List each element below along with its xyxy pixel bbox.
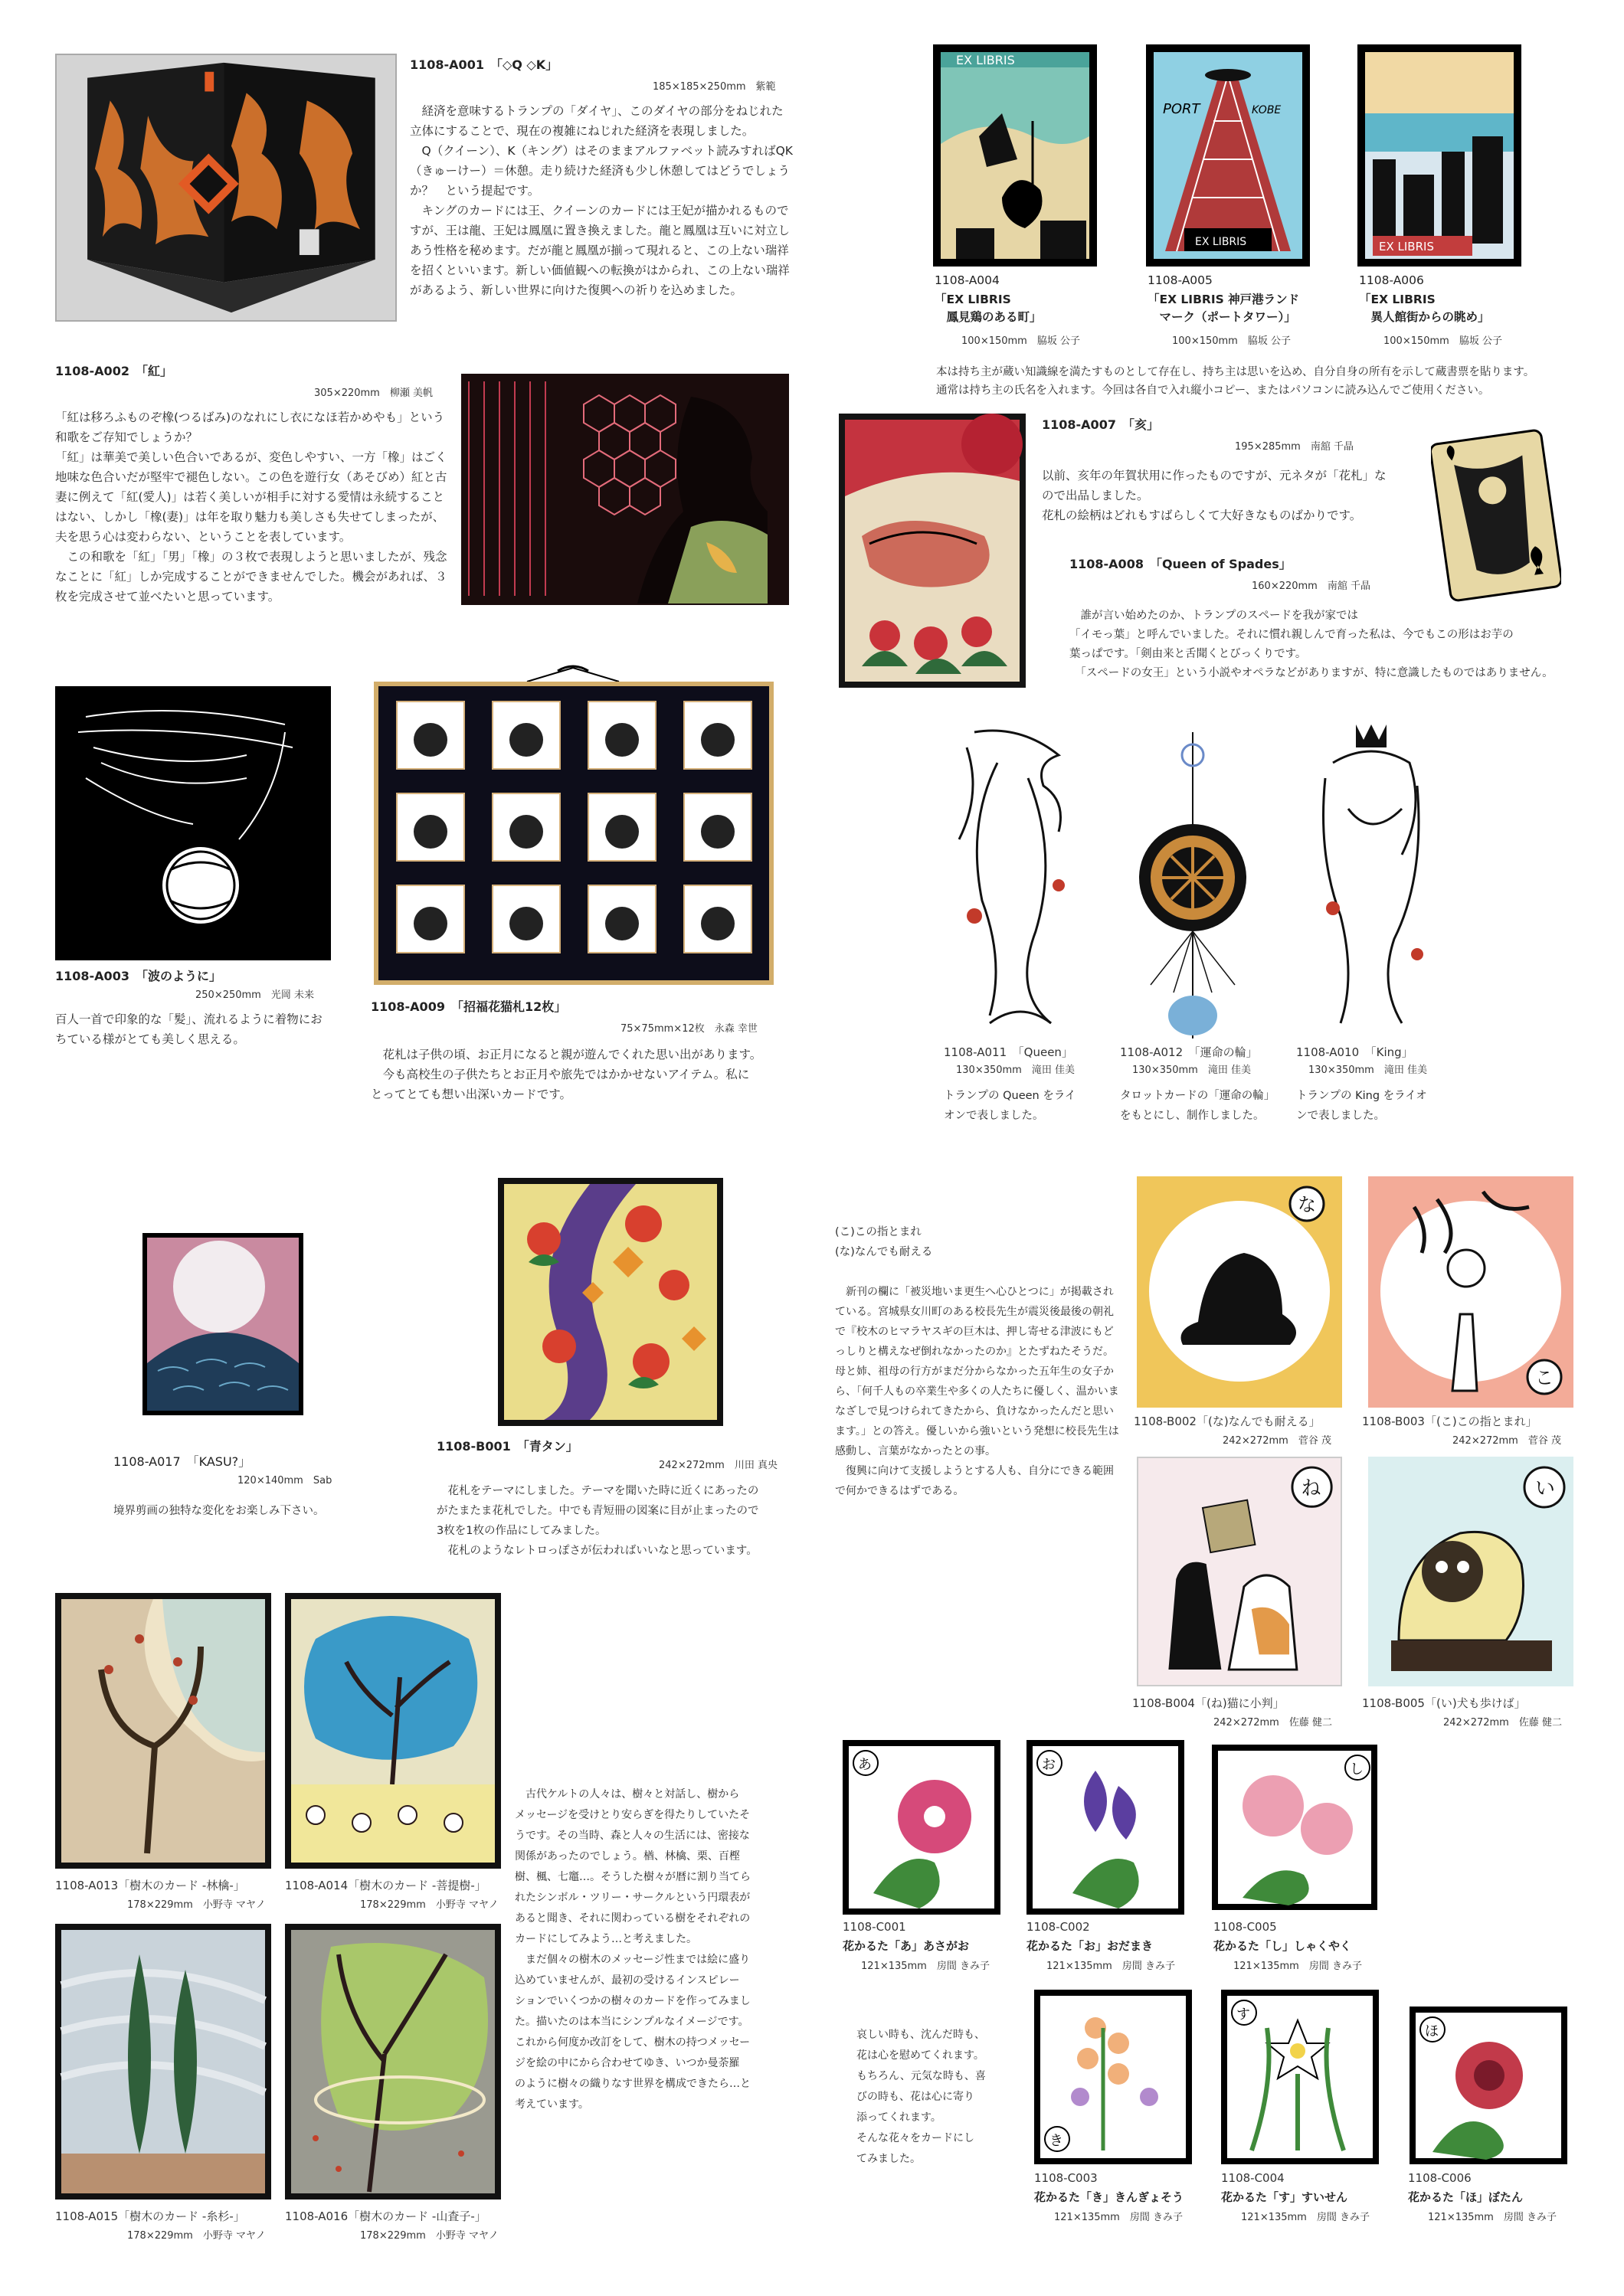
a012-description: タロットカードの「運命の輪」 をもとにし、制作しました。 — [1120, 1090, 1275, 1122]
c004-code: 1108-C004 — [1221, 2171, 1285, 2185]
exlibris-note: 本は持ち主が蔵い知識線を満たすものとして存在し、持ち主は思いを込め、自分自身の所有を示して蔵書票を貼ります。 通常は持ち主の氏名を入れます。今回は各自で入れ縦小コピー、またはパソコンに読み込んでご使用ください。 — [936, 366, 1535, 397]
peony-pink-illustration — [1212, 1745, 1377, 1910]
a013-size: 178×229mm 小野寺 マヤノ — [127, 1899, 266, 1911]
a008-code: 1108-A008 「Queen of Spades」 — [1069, 557, 1292, 571]
artwork-c002 — [1026, 1740, 1184, 1915]
c003-size: 121×135mm 房間 きみ子 — [1054, 2212, 1183, 2223]
boar-hanafuda-illustration — [839, 414, 1026, 688]
popup-card-illustration — [57, 55, 395, 320]
a007-size: 195×285mm 南舘 千晶 — [1235, 441, 1354, 453]
c005-title: 花かるた「し」しゃくやく — [1213, 1939, 1352, 1953]
a002-code: 1108-A002 「紅」 — [55, 364, 172, 378]
a006-code: 1108-A006 — [1359, 273, 1424, 287]
c002-code: 1108-C002 — [1026, 1920, 1090, 1934]
a011-description: トランプの Queen をライ オンで表しました。 — [944, 1090, 1076, 1122]
artwork-c003 — [1034, 1990, 1192, 2164]
artwork-a013 — [55, 1593, 271, 1869]
narcissus-illustration — [1221, 1990, 1379, 2164]
artwork-a011 — [944, 717, 1082, 1038]
artwork-b001 — [498, 1178, 723, 1426]
kimono-woman-illustration — [461, 374, 789, 605]
artwork-a010 — [1302, 717, 1440, 1038]
a003-code: 1108-A003 「波のように」 — [55, 969, 221, 983]
c005-glyph: し — [1350, 1761, 1364, 1778]
flower-description: 哀しい時も、沈んだ時も、 花は心を慰めてくれます。 もちろん、元気な時も、喜 びの時も、花は心に寄り 添ってくれます。 そんな花々をカードにし てみました。 — [856, 2029, 986, 2165]
artwork-c005 — [1212, 1745, 1377, 1910]
a011-code: 1108-A011 「Queen」 — [944, 1045, 1073, 1059]
b004-code: 1108-B004「(ね)猫に小判」 — [1132, 1696, 1285, 1710]
a002-description: 「紅は移ろふものぞ橡(つるばみ)のなれにし衣になほ若かめやも」という和歌をご存知でしょうか？ 「紅」は華美で美しい色合いであるが、変色しやすい、一方「橡」はごく地味な色合いだが堅牢で褪色しない。この色を遊行女（あそびめ）紅と古妻に例えて「紅(愛人)」は若く美しいが相手に対する愛情は永続することはない、しかし「橡(妻)」は年を取り魅力も美しさも失せてしまったが、夫を思う心は変わらない、ということを表しています。 この和歌を「紅」「男」「橡」の３枚で表現しようと思いましたが、残念なことに「紅」しか完成することができませんでした。機会があれば、３枚を完成させて並べたいと思っています。 — [55, 410, 447, 603]
a001-description: 経済を意味するトランプの「ダイヤ」、このダイヤの部分をねじれた立体にすることで、現在の複雑にねじれた経済を表現しました。 Q（クイーン）、K（キング）はそのままアルファベット読みすればQK（きゅーけー）＝休憩。走り続けた経済も少し休憩してはどうでしょうか？ という提起です。 キングのカードには王、クイーンのカードには王妃が描かれるものですが、王は龍、王妃は鳳凰に置き換えました。龍と鳳凰は互いに対立しあう性格を秘めます。だが龍と鳳凰が揃って現れると、この上ない瑞祥を招くといいます。新しい価値観への転換がはかられ、この上ない瑞祥があるよう、新しい世界に向けた復興への祈りを込めました。 — [410, 104, 793, 297]
artwork-a017 — [142, 1233, 303, 1415]
cypress-illustration — [55, 1924, 271, 2200]
artwork-c001 — [843, 1740, 1000, 1915]
a005-label-port: PORT — [1163, 101, 1200, 117]
b004-glyph: ね — [1301, 1477, 1321, 1500]
a010-code: 1108-A010 「King」 — [1296, 1045, 1413, 1059]
wheel-of-fortune-illustration — [1128, 732, 1258, 1038]
c005-code: 1108-C005 — [1213, 1920, 1277, 1934]
artwork-a016 — [285, 1924, 501, 2200]
artwork-a004 — [933, 44, 1097, 267]
morning-glory-illustration — [843, 1740, 1000, 1915]
a013-code: 1108-A013「樹木のカード -林檎-」 — [55, 1879, 245, 1892]
b005-code: 1108-B005「(い)犬も歩けば」 — [1362, 1696, 1526, 1710]
apple-tree-illustration — [55, 1593, 271, 1869]
harbor-view-illustration — [1357, 44, 1521, 267]
a004-code: 1108-A004 — [935, 273, 1000, 287]
a015-size: 178×229mm 小野寺 マヤノ — [127, 2230, 266, 2242]
artwork-a014 — [285, 1593, 501, 1869]
finger-karuta-illustration — [1368, 1176, 1573, 1408]
artwork-a015 — [55, 1924, 271, 2200]
a001-size: 185×185×250mm 紫範 — [653, 81, 776, 93]
tree-description: 古代ケルトの人々は、樹々と対話し、樹から メッセージを受けとり安らぎを得たりしていたそ うです。その当時、森と人々の生活には、密接な 関係があったのでしょう。楢、林檎、栗、百樫 樹、楓、七竈…。そうした樹々が暦に割り当てら れたシンボル・ツリー・サークルという円環表が あると聞き、それに関わっている樹をそれぞれの カードにしてみよう…と考えました。 まだ個々の樹木のメッセージ性までは絵に盛り 込めていませんが、最初の受けるインスピレー ションでいくつかの樹々のカードを作ってみまし た。描いたのは本当にシンプルなイメージです。 これから何度か改訂をして、樹木の持つメッセー ジを絵の中にから合わせてゆき、いつか曼荼羅 のように樹々の織りなす世界を構成できたら…と 考えています。 — [515, 1788, 751, 2111]
a016-size: 178×229mm 小野寺 マヤノ — [360, 2230, 499, 2242]
c003-code: 1108-C003 — [1034, 2171, 1098, 2185]
flowing-hair-illustration — [55, 686, 331, 960]
peony-red-illustration — [1410, 2007, 1567, 2164]
artwork-a001 — [55, 54, 397, 322]
a003-size: 250×250mm 光岡 未来 — [195, 989, 314, 1001]
a010-description: トランプの King をライオ ンで表しました。 — [1296, 1090, 1427, 1122]
cat-coin-karuta-illustration — [1138, 1458, 1341, 1685]
a010-size: 130×350mm 滝田 佳美 — [1308, 1065, 1427, 1076]
b003-size: 242×272mm 菅谷 茂 — [1452, 1435, 1561, 1447]
a001-code: 1108-A001 「◇Q ◇K」 — [410, 57, 558, 72]
a005-label-exlibris: EX LIBRIS — [1195, 236, 1247, 248]
artwork-b002 — [1137, 1176, 1342, 1408]
c003-glyph: き — [1049, 2133, 1063, 2149]
artwork-b005 — [1368, 1457, 1573, 1686]
a005-label-kobe: KOBE — [1252, 104, 1282, 116]
c006-code: 1108-C006 — [1408, 2171, 1472, 2185]
artwork-a009 — [374, 663, 774, 985]
a014-size: 178×229mm 小野寺 マヤノ — [360, 1899, 499, 1911]
b001-code: 1108-B001 「青タン」 — [437, 1439, 578, 1454]
artwork-a006 — [1357, 44, 1521, 267]
linden-tree-illustration — [285, 1593, 501, 1869]
c003-title: 花かるた「き」きんぎょそう — [1034, 2190, 1184, 2204]
a011-size: 130×350mm 滝田 佳美 — [956, 1065, 1075, 1076]
a004-banner: EX LIBRIS — [956, 53, 1015, 67]
snapdragon-illustration — [1034, 1990, 1192, 2164]
a012-size: 130×350mm 滝田 佳美 — [1132, 1065, 1251, 1076]
b002-size: 242×272mm 菅谷 茂 — [1223, 1435, 1331, 1447]
a012-code: 1108-A012 「運命の輪」 — [1120, 1045, 1258, 1059]
c002-title: 花かるた「お」おだまき — [1026, 1939, 1154, 1953]
c002-size: 121×135mm 房間 きみ子 — [1046, 1961, 1175, 1972]
c001-glyph: あ — [858, 1757, 872, 1773]
a006-title: 「EX LIBRIS 異人館街からの眺め」 — [1359, 293, 1490, 324]
a005-code: 1108-A005 — [1148, 273, 1213, 287]
port-tower-illustration — [1146, 44, 1310, 267]
weathercock-town-illustration — [933, 44, 1097, 267]
dog-karuta-illustration — [1368, 1457, 1573, 1686]
a004-size: 100×150mm 脇坂 公子 — [961, 335, 1080, 347]
king-lion-illustration — [1302, 717, 1440, 1038]
artwork-b004 — [1137, 1457, 1342, 1686]
a008-description: 誰が言い始めたのか、トランプのスペードを我が家では 「イモっ葉」と呼んでいました。それに慣れ親しんで育った私は、今でもこの形はお芋の 葉っぱです。「剣由来と舌聞くとびっくりです。 「スペードの女王」という小説やオペラなどがありますが、特に意識したものではありません。 — [1069, 610, 1554, 679]
c006-title: 花かるた「ほ」ぼたん — [1408, 2190, 1524, 2204]
cat-cards-grid — [374, 663, 774, 985]
a017-size: 120×140mm Sab — [237, 1475, 332, 1487]
artwork-a005 — [1146, 44, 1310, 267]
b005-glyph: い — [1535, 1477, 1556, 1500]
queen-lion-illustration — [944, 717, 1082, 1038]
b-description: 新刊の欄に「被災地いま更生へ心ひとつに」が掲載されている。宮城県女川町のある校長先生が震災後最後の朝礼で『校木のヒマラヤスギの巨木は、押し寄せる津波にもどっしりと構えなぜ倒れなかったのか』とたずねたそうだ。母と姉、祖母の行方がまだ分からなかった五年生の女子から、「何千人もの卒業生や多くの人たちに優しく、温かいまなざしで見つけられてきたから、負けなかったんだと思います。」との答え。優しいから強いという発想に校長先生は感動し、言葉がなかったとの事。 復興に向けて支援しようとする人も、自分にできる範囲で何かできるはずである。 — [835, 1286, 1119, 1497]
artwork-b003 — [1368, 1176, 1573, 1408]
c001-title: 花かるた「あ」あさがお — [843, 1939, 970, 1953]
a004-title: 「EX LIBRIS 鳳見鶏のある町」 — [935, 293, 1042, 324]
artwork-a007 — [839, 414, 1026, 688]
a009-size: 75×75mm×12枚 永森 幸世 — [620, 1023, 758, 1035]
a006-label: EX LIBRIS — [1379, 240, 1434, 253]
b001-description: 花札をテーマにしました。テーマを聞いた時に近くにあったの がたまたま花札でした。中でも青短冊の図案に目が止まったので 3枚を1枚の作品にしてみました。 花札のようなレトロっぽさが伝わればいいなと思っています。 — [437, 1485, 759, 1557]
artwork-c004 — [1221, 1990, 1379, 2164]
b002-glyph: な — [1298, 1194, 1316, 1215]
a007-code: 1108-A007 「亥」 — [1042, 417, 1159, 432]
c004-title: 花かるた「す」すいせん — [1221, 2190, 1348, 2204]
a016-code: 1108-A016「樹木のカード -山査子-」 — [285, 2209, 486, 2223]
columbine-illustration — [1026, 1740, 1184, 1915]
b004-size: 242×272mm 佐藤 健二 — [1213, 1717, 1332, 1729]
a015-code: 1108-A015「樹木のカード -糸杉-」 — [55, 2209, 245, 2223]
b005-size: 242×272mm 佐藤 健二 — [1443, 1717, 1562, 1729]
b-verse: (こ)この指とまれ (な)なんでも耐える — [835, 1226, 933, 1258]
b001-size: 242×272mm 川田 真央 — [659, 1460, 778, 1471]
a014-code: 1108-A014「樹木のカード -菩提樹-」 — [285, 1879, 486, 1892]
a002-size: 305×220mm 柳瀬 美帆 — [314, 388, 433, 399]
hawthorn-illustration — [285, 1924, 501, 2200]
queen-of-spades-card — [1431, 429, 1561, 603]
b003-code: 1108-B003「(こ)この指とまれ」 — [1362, 1415, 1537, 1428]
a005-size: 100×150mm 脇坂 公子 — [1172, 335, 1291, 347]
a017-description: 境界剪画の独特な変化をお楽しみ下さい。 — [113, 1505, 325, 1517]
a009-code: 1108-A009 「招福花猫札12枚」 — [371, 999, 567, 1014]
c002-glyph: お — [1042, 1757, 1056, 1773]
c006-glyph: ほ — [1425, 2023, 1439, 2039]
c004-size: 121×135mm 房間 きみ子 — [1241, 2212, 1370, 2223]
endure-karuta-illustration — [1137, 1176, 1342, 1408]
artwork-a012 — [1128, 732, 1258, 1038]
artwork-c006 — [1410, 2007, 1567, 2164]
c005-size: 121×135mm 房間 きみ子 — [1233, 1961, 1362, 1972]
a005-title: 「EX LIBRIS 神戸港ランド マーク（ポートタワー）」 — [1148, 293, 1300, 324]
moon-hill-illustration — [142, 1233, 303, 1415]
a009-description: 花札は子供の頃、お正月になると親が遊んでくれた思い出があります。 今も高校生の子供たちとお正月や旅先ではかかせないアイテム。私に とってとても想い出深いカードです。 — [371, 1048, 762, 1101]
blue-ribbon-hanafuda-illustration — [498, 1178, 723, 1426]
a003-description: 百人一首で印象的な「髪」、流れるように着物にお ちている様がとても美しく思える。 — [55, 1012, 323, 1046]
c001-code: 1108-C001 — [843, 1920, 906, 1934]
artwork-a002 — [461, 374, 789, 605]
a006-size: 100×150mm 脇坂 公子 — [1383, 335, 1502, 347]
c006-size: 121×135mm 房間 きみ子 — [1428, 2212, 1557, 2223]
c004-glyph: す — [1236, 2007, 1250, 2023]
b002-code: 1108-B002「(な)なんでも耐える」 — [1134, 1415, 1321, 1428]
artwork-a003 — [55, 686, 331, 960]
b003-glyph: こ — [1535, 1367, 1554, 1388]
a008-size: 160×220mm 南舘 千晶 — [1252, 581, 1370, 592]
a017-code: 1108-A017 「KASU?」 — [113, 1454, 251, 1469]
artwork-a008 — [1431, 429, 1561, 603]
c001-size: 121×135mm 房間 きみ子 — [861, 1961, 990, 1972]
a007-description: 以前、亥年の年賀状用に作ったものですが、元ネタが「花札」な ので出品しました。 花札の絵柄はどれもすばらしくて大好きなものばかりです。 — [1042, 469, 1387, 522]
